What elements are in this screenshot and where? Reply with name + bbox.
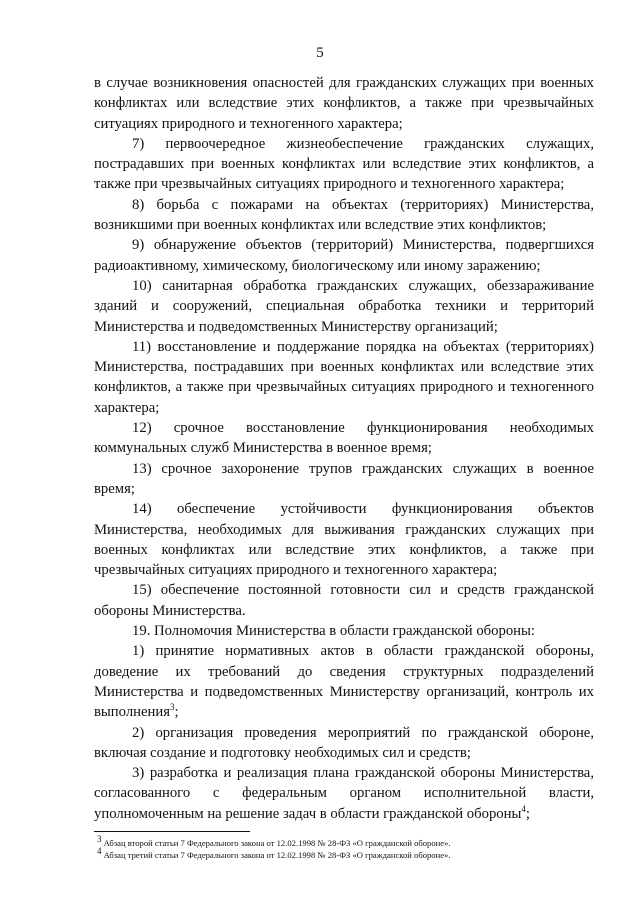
paragraph-text: 2) организация проведения мероприятий по гражданской обороне, включая создание и подготовку необходимых сил и средств; xyxy=(94,724,594,761)
footnotes xyxy=(94,834,594,861)
paragraph-text: 7) первоочередное жизнеобеспечение гражданских служащих, пострадавших при военных конфликтах или вследствие этих конфликтов, а также при чрезвычайных ситуациях природного и техногенного характера; xyxy=(94,135,594,193)
footnote-separator xyxy=(94,831,250,832)
paragraph-text: в случае возникновения опасностей для гражданских служащих при военных конфликтах или вследствие этих конфликтов, а также при чрезвычайных ситуациях природного и техногенного характера; xyxy=(94,75,594,132)
footnote-4 xyxy=(94,846,594,861)
paragraph-end: ; xyxy=(525,805,530,822)
paragraph-text: 13) срочное захоронение трупов гражданских служащих в военное время; xyxy=(94,460,594,497)
paragraph-text: 3) разработка и реализация плана гражданской обороны Министерства, согласованного с федеральным органом исполнительной власти, уполномоченным на решение задач в области гражданской обороны xyxy=(94,765,594,822)
paragraph-text: 15) обеспечение постоянной готовности сил и средств гражданской обороны Министерства. xyxy=(94,582,594,619)
list-item-12 xyxy=(94,418,594,459)
list-item-9 xyxy=(94,235,594,276)
list-item-7 xyxy=(94,134,594,195)
paragraph-text: 9) обнаружение объектов (территорий) Министерства, подвергшихся радиоактивному, химическому, биологическому или иному заражению; xyxy=(94,237,594,274)
list-item-8 xyxy=(94,195,594,236)
section-19-heading xyxy=(94,621,594,641)
footnote-text: Абзац третий статьи 7 Федерального закона от 12.02.1998 № 28-ФЗ «О гражданской обороне». xyxy=(101,850,451,860)
list-item-19-3 xyxy=(94,763,594,824)
paragraph-text: 12) срочное восстановление функционирования необходимых коммунальных служб Министерства в военное время; xyxy=(94,420,594,457)
footnote-text: Абзац второй статьи 7 Федерального закона от 12.02.1998 № 28-ФЗ «О гражданской обороне». xyxy=(101,838,451,848)
footnote-mark: 4 xyxy=(97,846,102,857)
paragraph-text: 10) санитарная обработка гражданских служащих, обеззараживание зданий и сооружений, специальная обработка техники и территорий Министерства и подведомственных Министерству организаций; xyxy=(94,277,594,335)
footnote-3 xyxy=(94,834,594,849)
list-item-15 xyxy=(94,580,594,621)
list-item-14 xyxy=(94,499,594,580)
list-item-13 xyxy=(94,459,594,500)
paragraph-continuation xyxy=(94,73,594,134)
footnote-mark: 3 xyxy=(97,834,102,845)
footnote-reference[interactable]: 4 xyxy=(521,803,526,814)
paragraph-end: ; xyxy=(174,704,179,721)
list-item-19-1 xyxy=(94,641,594,722)
paragraph-text: 8) борьба с пожарами на объектах (территориях) Министерства, возникшими при военных конфликтах или вследствие этих конфликтов; xyxy=(94,196,594,234)
paragraph-text: 11) восстановление и поддержание порядка на объектах (территориях) Министерства, пострадавших при военных конфликтах или вследствие этих конфликтов, а также при чрезвычайных ситуациях природного и техногенного характера; xyxy=(94,338,594,416)
list-item-10 xyxy=(94,276,594,337)
list-item-19-2 xyxy=(94,723,594,764)
paragraph-text: 1) принятие нормативных актов в области гражданской обороны, доведение их требований до сведения структурных подразделений Министерства и подведомственных Министерству организаций, контроль их выполнения xyxy=(94,643,594,721)
paragraph-text: 14) обеспечение устойчивости функционирования объектов Министерства, необходимых для выживания гражданских служащих при военных конфликтах или вследствие этих конфликтов, а также при чрезвычайных ситуациях природного и техногенного характера; xyxy=(94,501,594,579)
list-item-11 xyxy=(94,337,594,418)
document-body xyxy=(94,73,594,824)
page-number: 5 xyxy=(316,45,324,61)
footnote-reference[interactable]: 3 xyxy=(170,702,175,713)
paragraph-text: 19. Полномочия Министерства в области гражданской обороны: xyxy=(132,623,535,640)
